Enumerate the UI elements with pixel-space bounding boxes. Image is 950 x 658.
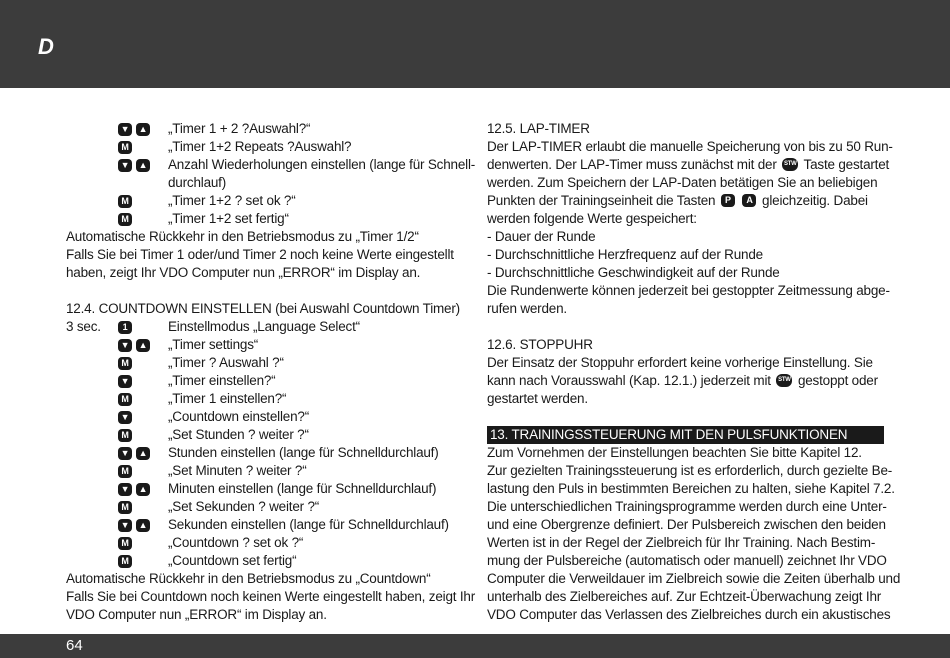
lap-list-item: - Durchschnittliche Geschwindigkeit auf der Runde [487,265,780,280]
step-keys [118,480,168,498]
m-key-icon: M [118,357,132,370]
up-arrow-key-icon: ▲ [136,339,150,352]
step-row [66,534,466,552]
lap-list-item: - Dauer der Runde [487,229,596,244]
step-keys [118,174,168,192]
step-text: „Timer einstellen?“ [168,373,276,388]
timer-note [66,228,466,282]
step-prefix [66,444,118,462]
step-text: durchlauf) [168,175,227,190]
step-text: „Timer 1 + 2 ?Auswahl?“ [168,121,311,136]
lap-text-line: werden. Zum Speichern der LAP-Daten betätigen Sie an beliebigen [487,175,878,190]
step-prefix [66,174,118,192]
step-prefix [66,480,118,498]
lap-list-item: - Durchschnittliche Herzfrequenz auf der Runde [487,247,763,262]
training-text-line: Zum Vornehmen der Einstellungen beachten Sie bitte Kapitel 12. [487,445,862,460]
m-key-icon: M [118,555,132,568]
timer-steps [66,120,476,228]
step-row [66,372,466,390]
m-key-icon: M [118,141,132,154]
step-prefix [66,408,118,426]
step-keys [118,552,168,570]
note-line: haben, zeigt Ihr VDO Computer nun „ERROR“ im Display an. [66,265,421,280]
step-prefix [66,552,118,570]
step-prefix: 3 sec. [66,319,101,334]
step-row [66,210,466,228]
training-text-line: lastung den Puls in bestimmten Bereichen zu halten, siehe Kapitel 7.2. [487,481,895,496]
step-text: „Countdown ? set ok ?“ [168,535,304,550]
note-line: Falls Sie bei Countdown noch keinen Werte eingestellt haben, zeigt Ihr [66,589,476,604]
step-row [66,498,466,516]
step-keys [118,408,168,426]
training-text-line: Die unterschiedlichen Trainingsprogramme werden durch eine Unter- [487,499,887,514]
step-row [66,138,466,156]
step-row [66,354,466,372]
stw-key-icon: STW [776,374,792,387]
stw-key-icon: STW [782,158,798,171]
step-text: „Timer 1+2 ? set ok ?“ [168,193,296,208]
down-arrow-key-icon: ▼ [118,159,132,172]
step-prefix [66,192,118,210]
right-column [487,120,901,624]
step-prefix [66,426,118,444]
step-prefix [66,462,118,480]
step-keys [118,426,168,444]
step-text: Einstellmodus „Language Select“ [168,319,360,334]
m-key-icon: M [118,537,132,550]
step-row [66,462,466,480]
down-arrow-key-icon: ▼ [118,375,132,388]
countdown-note [66,570,476,624]
down-arrow-key-icon: ▼ [118,483,132,496]
training-text [487,444,901,624]
step-prefix [66,336,118,354]
step-keys [118,516,168,534]
a-key-icon: A [742,194,756,207]
page-header [0,0,950,88]
left-column [66,120,476,624]
step-prefix [66,516,118,534]
lap-text-part: Taste gestartet [803,157,890,172]
step-keys [118,354,168,372]
step-text: „Timer ? Auswahl ?“ [168,355,284,370]
step-text: „Set Sekunden ? weiter ?“ [168,499,320,514]
lap-text-line [487,156,890,174]
step-prefix [66,390,118,408]
step-keys [118,534,168,552]
step-keys [118,192,168,210]
m-key-icon: M [118,393,132,406]
countdown-heading: 12.4. COUNTDOWN EINSTELLEN (bei Auswahl Countdown Timer) [66,301,460,316]
up-arrow-key-icon: ▲ [136,519,150,532]
step-row [66,390,466,408]
step-row [66,408,466,426]
step-prefix [66,156,118,174]
step-text: Minuten einstellen (lange für Schnelldurchlauf) [168,481,437,496]
step-text: „Timer 1 einstellen?“ [168,391,287,406]
m-key-icon: M [118,501,132,514]
step-text: „Set Stunden ? weiter ?“ [168,427,309,442]
step-prefix [66,210,118,228]
step-row [66,318,466,336]
step-keys [118,462,168,480]
up-arrow-key-icon: ▲ [136,159,150,172]
training-text-line: Computer die Verweildauer im Zielbreich sowie die Zeiten überhalb und [487,571,901,586]
training-text-line: Werten ist in der Regel der Zielbreich für Ihr Training. Nach Bestim- [487,535,876,550]
step-keys [118,120,168,138]
language-marker: D [38,34,55,59]
step-text: „Timer 1+2 set fertig“ [168,211,289,226]
step-keys [118,318,168,336]
step-keys [118,156,168,174]
lap-text-part: denwerten. Der LAP-Timer muss zunächst mit der [487,157,777,172]
step-prefix [66,138,118,156]
note-line: VDO Computer nun „ERROR“ im Display an. [66,607,327,622]
page-number: 64 [66,637,83,654]
step-prefix [66,354,118,372]
step-text: Stunden einstellen (lange für Schnelldurchlauf) [168,445,439,460]
lap-text-part: gleichzeitig. Dabei [762,193,868,208]
key-1-icon: 1 [118,321,132,334]
up-arrow-key-icon: ▲ [136,123,150,136]
step-keys [118,498,168,516]
up-arrow-key-icon: ▲ [136,447,150,460]
lap-timer-heading: 12.5. LAP-TIMER [487,121,590,136]
step-row [66,426,466,444]
step-row [66,444,466,462]
step-keys [118,390,168,408]
step-keys [118,210,168,228]
step-prefix [66,120,118,138]
training-text-line: mung der Pulsbereiche (automatisch oder manuell) zeichnet Ihr VDO [487,553,887,568]
m-key-icon: M [118,195,132,208]
down-arrow-key-icon: ▼ [118,339,132,352]
down-arrow-key-icon: ▼ [118,447,132,460]
p-key-icon: P [721,194,735,207]
m-key-icon: M [118,465,132,478]
stopwatch-text-line: gestartet werden. [487,391,588,406]
training-text-line: VDO Computer das Verlassen des Zielbreiches durch ein akustisches [487,607,891,622]
step-row [66,156,476,174]
stopwatch-text-line: Der Einsatz der Stoppuhr erfordert keine vorherige Einstellung. Sie [487,355,873,370]
step-prefix [66,534,118,552]
note-line: Automatische Rückkehr in den Betriebsmodus zu „Timer 1/2“ [66,229,419,244]
step-keys [118,444,168,462]
step-row [66,552,466,570]
note-line: Falls Sie bei Timer 1 oder/und Timer 2 noch keine Werte eingestellt [66,247,454,262]
down-arrow-key-icon: ▼ [118,123,132,136]
step-row [66,192,466,210]
down-arrow-key-icon: ▼ [118,411,132,424]
step-keys [118,138,168,156]
lap-text-part: Punkten der Trainingseinheit die Tasten [487,193,716,208]
stopwatch-heading: 12.6. STOPPUHR [487,337,593,352]
step-text: „Set Minuten ? weiter ?“ [168,463,307,478]
stopwatch-text-part: kann nach Vorausswahl (Kap. 12.1.) jederzeit mit [487,373,771,388]
stopwatch-text-part: gestoppt oder [797,373,878,388]
down-arrow-key-icon: ▼ [118,519,132,532]
training-text-line: Zur gezielten Trainingssteuerung ist es erforderlich, durch gezielte Be- [487,463,893,478]
lap-text-line: Der LAP-TIMER erlaubt die manuelle Speicherung von bis zu 50 Run- [487,139,893,154]
step-text: Anzahl Wiederholungen einstellen (lange für Schnell- [168,157,476,172]
note-line: Automatische Rückkehr in den Betriebsmodus zu „Countdown“ [66,571,431,586]
step-text: „Countdown einstellen?“ [168,409,309,424]
step-prefix [66,372,118,390]
training-heading: 13. TRAININGSSTEUERUNG MIT DEN PULSFUNKTIONEN [487,426,884,444]
step-row [66,480,466,498]
m-key-icon: M [118,429,132,442]
up-arrow-key-icon: ▲ [136,483,150,496]
lap-text-line: Die Rundenwerte können jederzeit bei gestoppter Zeitmessung abge- [487,283,890,298]
step-keys [118,372,168,390]
step-row [66,516,466,534]
stopwatch-text-line [487,372,884,390]
training-text-line: und eine Obergrenze definiert. Der Pulsbereich zwischen den beiden [487,517,886,532]
step-text: „Timer 1+2 Repeats ?Auswahl? [168,139,352,154]
lap-text-line [487,192,884,210]
step-text: „Countdown set fertig“ [168,553,297,568]
step-row [66,336,466,354]
countdown-steps [66,318,466,570]
lap-text-line: werden folgende Werte gespeichert: [487,211,697,226]
page-footer [0,634,950,658]
step-keys [118,336,168,354]
lap-text-line: rufen werden. [487,301,567,316]
step-text: „Timer settings“ [168,337,259,352]
step-prefix [66,498,118,516]
step-text: Sekunden einstellen (lange für Schnelldurchlauf) [168,517,449,532]
step-row [66,120,466,138]
m-key-icon: M [118,213,132,226]
training-text-line: unterhalb des Zielbereiches auf. Zur Echtzeit-Überwachung zeigt Ihr [487,589,882,604]
step-row [66,174,466,192]
